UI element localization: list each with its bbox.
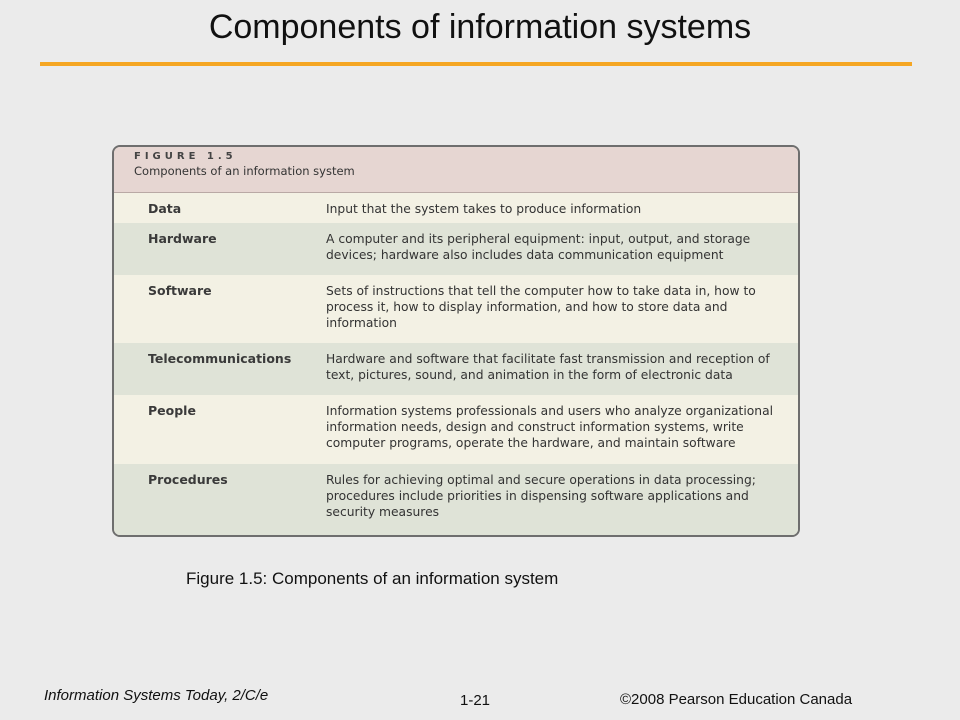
table-row bbox=[114, 395, 798, 464]
table-row bbox=[114, 275, 798, 343]
row-term: People bbox=[148, 403, 196, 418]
row-description: Hardware and software that facilitate fast transmission and reception of text, pictures, sound, and animation in the form of electronic data bbox=[326, 352, 770, 382]
table-row bbox=[114, 223, 798, 275]
figure-label: FIGURE 1.5 bbox=[134, 151, 237, 162]
figure-caption: Figure 1.5: Components of an information system bbox=[186, 569, 559, 588]
row-description: A computer and its peripheral equipment: input, output, and storage devices; hardware also includes data communication equipment bbox=[326, 232, 751, 262]
figure-heading: Components of an information system bbox=[134, 164, 355, 178]
footer-book-title: Information Systems Today, 2/C/e bbox=[44, 687, 269, 704]
row-term: Procedures bbox=[148, 472, 228, 487]
row-description: Sets of instructions that tell the computer how to take data in, how to process it, how to display information, and how to store data and information bbox=[326, 284, 756, 330]
table-row bbox=[114, 193, 798, 223]
row-term: Telecommunications bbox=[148, 351, 292, 366]
figure-header bbox=[114, 147, 798, 193]
row-description: Information systems professionals and users who analyze organizational information needs, design and construct information systems, write computer programs, operate the hardware, and maintain software bbox=[326, 404, 774, 450]
row-term: Hardware bbox=[148, 231, 217, 246]
title-divider bbox=[40, 62, 912, 66]
row-term: Software bbox=[148, 283, 212, 298]
row-description: Input that the system takes to produce information bbox=[326, 202, 642, 216]
figure-table bbox=[112, 145, 800, 537]
row-term: Data bbox=[148, 201, 182, 216]
table-row bbox=[114, 464, 798, 535]
row-description: Rules for achieving optimal and secure operations in data processing; procedures include priorities in dispensing software applications and security measures bbox=[326, 473, 756, 519]
table-row bbox=[114, 343, 798, 395]
footer-page-number: 1-21 bbox=[460, 692, 491, 709]
footer-copyright: ©2008 Pearson Education Canada bbox=[620, 691, 853, 708]
slide-title: Components of information systems bbox=[208, 8, 752, 46]
